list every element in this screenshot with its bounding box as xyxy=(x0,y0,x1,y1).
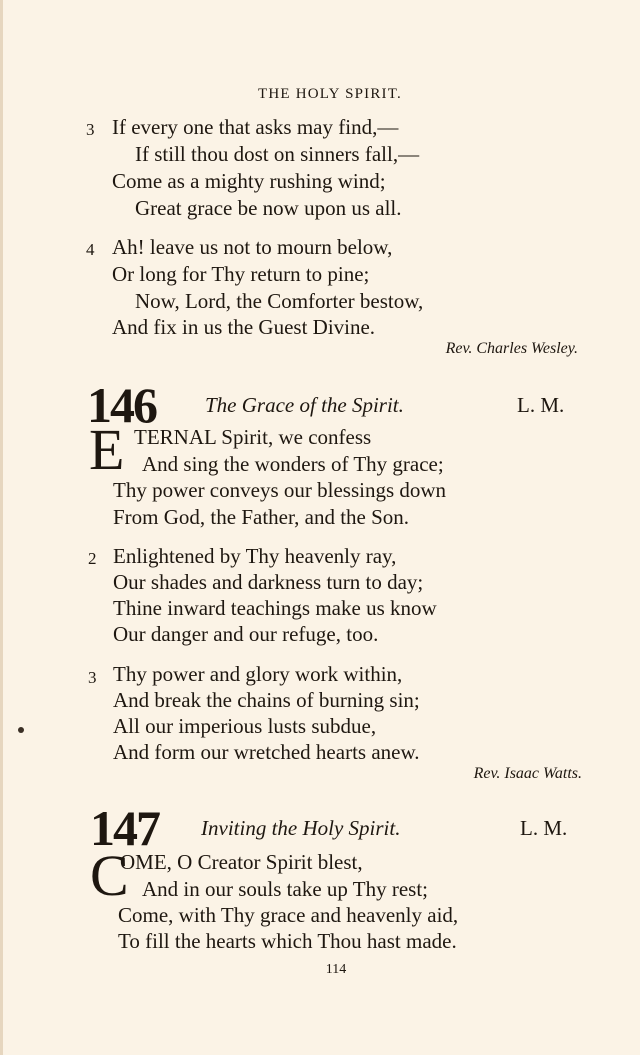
verse-line: Come, with Thy grace and heavenly aid, xyxy=(118,903,459,927)
verse-line: Ah! leave us not to mourn below, xyxy=(112,235,393,259)
hymn-title: Inviting the Holy Spirit. xyxy=(201,816,401,840)
verse-line: To fill the hearts which Thou hast made. xyxy=(118,929,457,953)
attribution: Rev. Charles Wesley. xyxy=(445,340,578,357)
verse-line: OME, O Creator Spirit blest, xyxy=(120,850,363,874)
page-edge xyxy=(0,0,3,1055)
verse-line: Great grace be now upon us all. xyxy=(135,196,402,220)
verse-line: And break the chains of burning sin; xyxy=(113,688,420,712)
ink-spot xyxy=(18,727,24,733)
verse-line: Or long for Thy return to pine; xyxy=(112,262,370,286)
drop-cap: E xyxy=(89,417,125,482)
verse-line: Thy power conveys our blessings down xyxy=(113,478,447,502)
verse-line: And fix in us the Guest Divine. xyxy=(112,315,376,339)
verse-line: From God, the Father, and the Son. xyxy=(113,505,410,529)
drop-cap: C xyxy=(90,843,129,908)
page-number: 114 xyxy=(325,962,347,977)
running-head: THE HOLY SPIRIT. xyxy=(258,86,402,102)
verse-line: And form our wretched hearts anew. xyxy=(113,740,420,764)
hymn-meter: L. M. xyxy=(517,393,565,417)
hymn-title: The Grace of the Spirit. xyxy=(205,393,404,417)
verse-number: 4 xyxy=(86,240,95,259)
verse-line: And in our souls take up Thy rest; xyxy=(142,877,429,901)
verse-line: TERNAL Spirit, we confess xyxy=(134,425,372,449)
verse-line: If every one that asks may find,— xyxy=(112,115,399,139)
verse-line: Our danger and our refuge, too. xyxy=(113,622,379,646)
hymn-meter: L. M. xyxy=(520,816,568,840)
verse-line: Thine inward teachings make us know xyxy=(113,596,437,620)
verse-number: 3 xyxy=(88,668,97,687)
hymn-number: 146 xyxy=(87,377,156,433)
verse-line: If still thou dost on sinners fall,— xyxy=(135,142,420,166)
verse-line: Thy power and glory work within, xyxy=(113,662,403,686)
verse-number: 3 xyxy=(86,120,95,139)
verse-line: All our imperious lusts subdue, xyxy=(113,714,377,738)
hymn-number: 147 xyxy=(90,800,159,856)
verse-line: And sing the wonders of Thy grace; xyxy=(142,452,444,476)
attribution: Rev. Isaac Watts. xyxy=(473,765,582,782)
verse-number: 2 xyxy=(88,549,97,568)
verse-line: Enlightened by Thy heavenly ray, xyxy=(113,544,397,568)
verse-line: Now, Lord, the Comforter bestow, xyxy=(135,289,424,313)
verse-line: Our shades and darkness turn to day; xyxy=(113,570,424,594)
verse-line: Come as a mighty rushing wind; xyxy=(112,169,386,193)
